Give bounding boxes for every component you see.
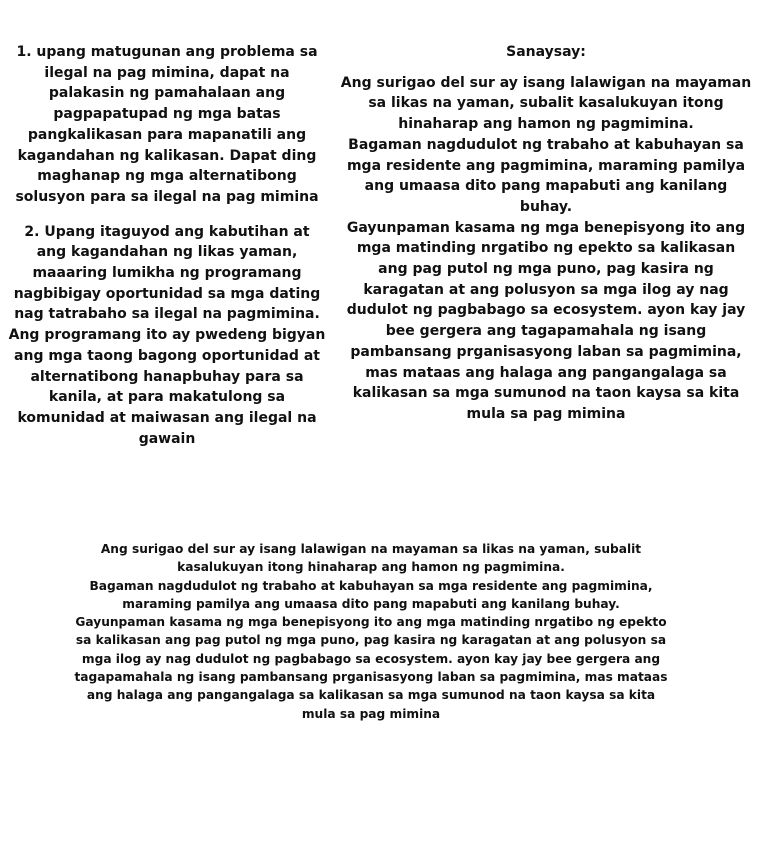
essay-copy-paragraph-3: Gayunpaman kasama ng mga benepisyong ito ang mga matinding nrgatibo ng epekto sa kalikasan ang pag putol ng mga puno, pag kasira ng karagatan at ang polusyon sa mga ilog ay nag dudulot ng pagbabago sa ecosystem. ayon kay jay bee gergera ang tagapamahala ng isang pambansang prganisasyong laban sa pagmimina, mas mataas ang halaga ang pangangalaga sa kalikasan sa mga sumunod na taon kaysa sa kita mula sa pag mimina bbox=[74, 615, 668, 721]
essay-column bbox=[340, 42, 752, 425]
essay-copy-paragraph-1: Ang surigao del sur ay isang lalawigan na mayaman sa likas na yaman, subalit kasalukuyan itong hinaharap ang hamon ng pagmimina. bbox=[100, 542, 642, 575]
essay-paragraph-3: Gayunpaman kasama ng mga benepisyong ito ang mga matinding nrgatibo ng epekto sa kalikasan ang pag putol ng mga puno, pag kasira ng karagatan at ang polusyon sa mga ilog ay nag dudulot ng pagbabago sa ecosystem. ayon kay jay bee gergera ang tagapamahala ng isang pambansang prganisasyong laban sa pagmimina, mas mataas ang halaga ang pangangalaga sa kalikasan sa mga sumunod na taon kaysa sa kita mula sa pag mimina bbox=[346, 219, 746, 422]
solution-item-1: 1. upang matugunan ang problema sa ilegal na pag mimina, dapat na palakasin ng pamahalaan ang pagpapatupad ng mga batas pangkalikasan para mapanatili ang kagandahan ng kalikasan. Dapat ding maghanap ng mga alternatibong solusyon para sa ilegal na pag mimina bbox=[15, 44, 319, 205]
essay-heading: Sanaysay: bbox=[506, 44, 586, 60]
essay-copy-paragraph-2: Bagaman nagdudulot ng trabaho at kabuhayan sa mga residente ang pagmimina, maraming pamilya ang umaasa dito pang mapabuti ang kanilang buhay. bbox=[89, 578, 653, 611]
solution-item-2: 2. Upang itaguyod ang kabutihan at ang kagandahan ng likas yaman, maaaring lumikha ng programang nagbibigay oportunidad sa mga dating nag tatrabaho sa ilegal na pagmimina. Ang programang ito ay pwedeng bigyan ang mga taong bagong oportunidad at alternatibong hanapbuhay para sa kanila, at para makatulong sa komunidad at maiwasan ang ilegal na gawain bbox=[8, 223, 326, 447]
essay-copy-block bbox=[68, 540, 674, 723]
essay-paragraph-1: Ang surigao del sur ay isang lalawigan na mayaman sa likas na yaman, subalit kasalukuyan itong hinaharap ang hamon ng pagmimina. bbox=[340, 74, 752, 133]
solutions-column bbox=[8, 42, 326, 449]
essay-paragraph-2: Bagaman nagdudulot ng trabaho at kabuhayan sa mga residente ang pagmimina, maraming pamilya ang umaasa dito pang mapabuti ang kanilang buhay. bbox=[346, 136, 746, 215]
